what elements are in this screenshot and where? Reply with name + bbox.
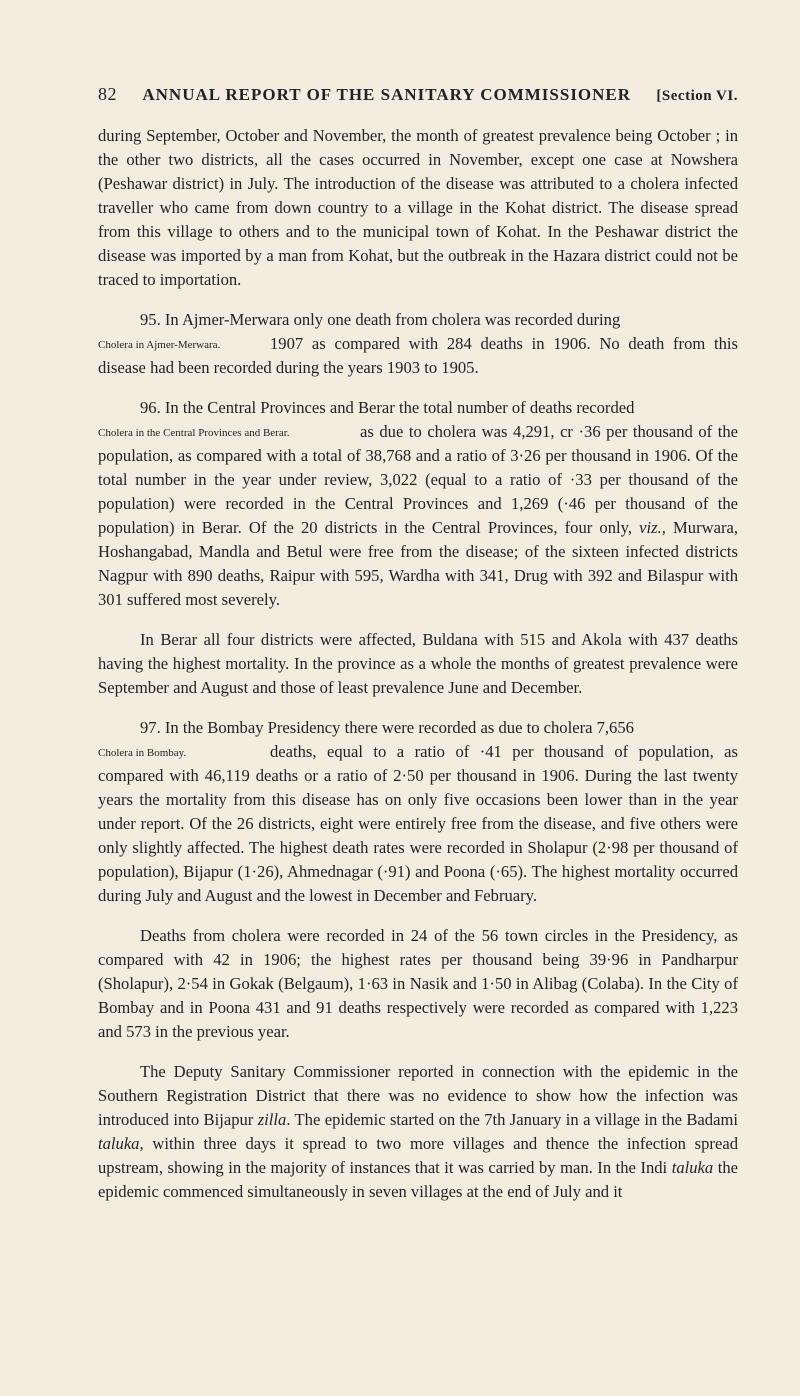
deputy-text-d: the epidemic commenced simultaneously in seven villages at the end of July and it (98, 1158, 738, 1201)
paragraph-96 (98, 396, 738, 612)
paragraph-97 (98, 716, 738, 908)
page-header (98, 84, 738, 105)
taluka-italic-1: taluka (98, 1134, 140, 1153)
paragraph-berar: In Berar all four districts were affected, Buldana with 515 and Akola with 437 deaths having the highest mortality. In the province as a whole the months of greatest prevalence were September and August and those of least prevalence June and December. (98, 630, 738, 697)
paragraph-96-tail: Murwara, Hoshangabad, Mandla and Betul were free from the disease; of the sixteen infected districts Nagpur with 890 deaths, Raipur with 595, Wardha with 341, Drug with 392 and Bilaspur with 301 suffered most severely. (98, 518, 738, 609)
deputy-text-a: The Deputy Sanitary Commissioner reported in connection with the epidemic in the Southern Registration District that there was no evidence to show how the infection was introduced into Bijapur (98, 1062, 738, 1129)
paragraph-deputy-commissioner (98, 1060, 738, 1204)
paragraph-95-lead: 95. In Ajmer-Merwara only one death from cholera was recorded during (140, 310, 621, 329)
paragraph-96-rest: as due to cholera was 4,291, cr ·36 per thousand of the population, as compared with a total of 38,768 and a ratio of 3·26 per thousand in 1906. Of the total number in the year under review, 3,022 (equal to a ratio of ·33 per thousand of the population) were recorded in the Central Provinces and 1,269 (·46 per thousand of the population) in Berar. Of the 20 districts in the Central Provinces, four only, (98, 422, 738, 537)
page-number: 82 (98, 84, 117, 104)
section-label: [Section VI. (656, 88, 738, 104)
paragraph-intro: during September, October and November, the month of greatest prevalence being October ; in the other two districts, all the cases occurred in November, except one case at Nowshera (Peshawar district) in July. The introduction of the disease was attributed to a cholera infected traveller who came from down country to a village in the Kohat district. The disease spread from this village to others and to the municipal town of Kohat. In the Peshawar district the disease was imported by a man from Kohat, but the outbreak in the Hazara district could not be traced to importation. (98, 126, 738, 289)
viz-italic: viz., (639, 518, 666, 537)
paragraph-97-lead: 97. In the Bombay Presidency there were recorded as due to cholera 7,656 (140, 718, 634, 737)
taluka-italic-2: taluka (671, 1158, 714, 1177)
paragraph-town-circles: Deaths from cholera were recorded in 24 of the 56 town circles in the Presidency, as compared with 42 in 1906; the highest rates per thousand being 39·96 in Pandharpur (Sholapur), 2·54 in Gokak (Belgaum), 1·63 in Nasik and 1·50 in Alibag (Colaba). In the City of Bombay and in Poona 431 and 91 deaths respectively were recorded as compared with 1,223 and 573 in the previous year. (98, 926, 738, 1041)
paragraph-96-lead: 96. In the Central Provinces and Berar the total number of deaths recorded (140, 398, 635, 417)
page-body (98, 124, 738, 1220)
side-note-ajmer: Cholera in Ajmer-Merwara. (98, 339, 221, 351)
paragraph-95 (98, 308, 738, 380)
deputy-text-b: . The epidemic started on the 7th January in a village in the Badami (286, 1110, 738, 1129)
side-note-central-provinces: Cholera in the Central Provinces and Berar. (98, 427, 290, 439)
running-title: ANNUAL REPORT OF THE SANITARY COMMISSIONER (142, 85, 632, 104)
side-note-bombay: Cholera in Bombay. (98, 747, 187, 759)
paragraph-97-rest: deaths, equal to a ratio of ·41 per thousand of population, as compared with 46,119 deaths or a ratio of 2·50 per thousand in 1906. During the last twenty years the mortality from this disease has on only five occasions been lower than in the year under report. Of the 26 districts, eight were entirely free from the disease, and five others were only slightly affected. The highest death rates were recorded in Sholapur (2·98 per thousand of population), Bijapur (1·26), Ahmednagar (·91) and Poona (·65). The highest mortality occurred during July and August and the lowest in December and February. (98, 742, 738, 905)
zilla-italic: zilla (257, 1110, 287, 1129)
paragraph-95-rest: 1907 as compared with 284 deaths in 1906. No death from this disease had been recorded during the years 1903 to 1905. (98, 334, 738, 377)
deputy-text-c: , within three days it spread to two more villages and thence the infection spread upstream, showing in the majority of instances that it was carried by man. In the Indi (98, 1134, 738, 1177)
